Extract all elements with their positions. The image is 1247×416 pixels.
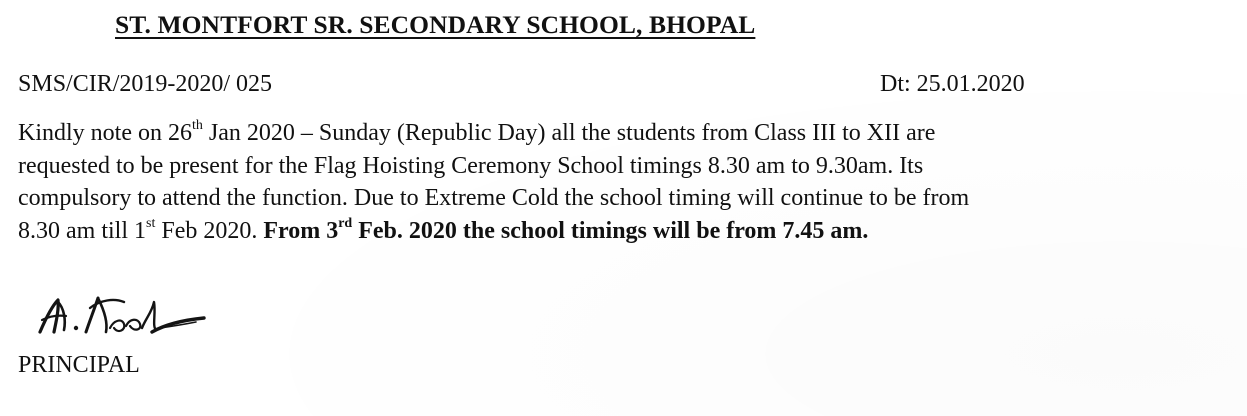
circular-body xyxy=(18,117,1240,247)
ordinal-suffix: th xyxy=(192,118,203,133)
body-line-1 xyxy=(18,117,1240,150)
ordinal-suffix: rd xyxy=(338,215,353,231)
circular-number: SMS/CIR/2019-2020/ 025 xyxy=(18,71,273,97)
new-timing-notice xyxy=(263,215,869,244)
body-line-1-start: Kindly note on 26 xyxy=(18,120,192,146)
body-line-3: compulsory to attend the function. Due to Extreme Cold the school timing will continue to be from xyxy=(18,185,970,211)
circular-date: Dt: 25.01.2020 xyxy=(880,71,1025,97)
body-line-4-mid: Feb 2020. xyxy=(155,217,264,244)
body-line-4-start: 8.30 am till 1 xyxy=(18,217,146,244)
principal-signature xyxy=(28,288,206,344)
new-timing-notice-start: From 3 xyxy=(263,217,339,244)
body-line-2: requested to be present for the Flag Hoisting Ceremony School timings 8.30 am to 9.30am. Its xyxy=(18,152,924,179)
new-timing-notice-end: Feb. 2020 the school timings will be from 7.45 am. xyxy=(352,217,869,244)
ordinal-suffix: st xyxy=(146,215,156,231)
body-line-4 xyxy=(18,215,1240,248)
school-title: ST. MONTFORT SR. SECONDARY SCHOOL, BHOPAL xyxy=(115,10,756,39)
signatory-designation: PRINCIPAL xyxy=(18,352,140,378)
body-line-1-end: Jan 2020 – Sunday (Republic Day) all the students from Class III to XII are xyxy=(202,120,936,146)
